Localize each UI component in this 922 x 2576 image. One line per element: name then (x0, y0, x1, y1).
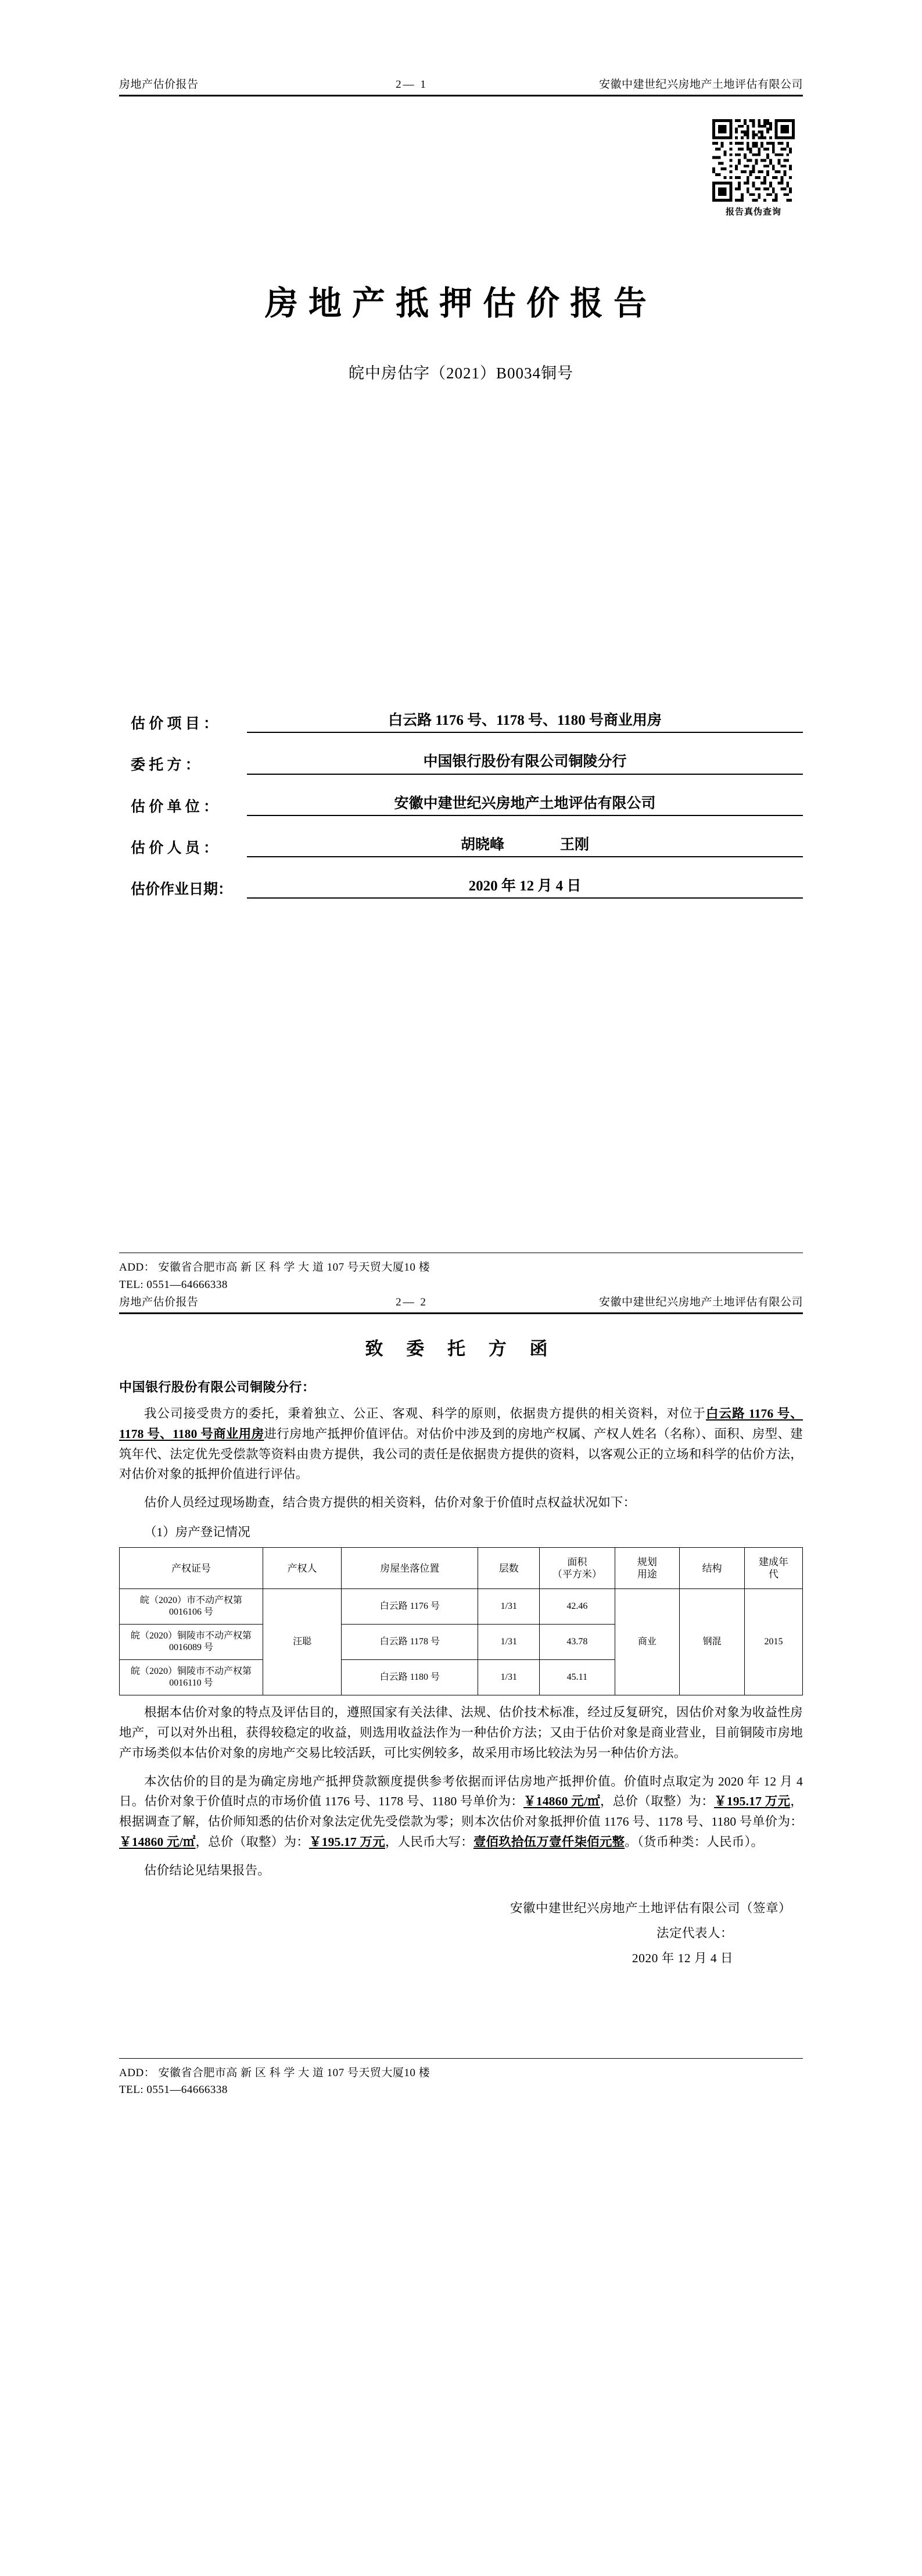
table-header-row (120, 1548, 803, 1589)
running-header-page1 (119, 76, 803, 95)
appraiser-name-1: 胡晓峰 (460, 836, 504, 853)
para4-lead: 本次估价的目的是为确定房地产抵押贷款额度提供参考依据而评估房地产抵押价值。价值时点取定为 2020 年 12 月 4 日。估价对象于价值时点的市场价值 1176 号、1178 号、1180 号单价为： (119, 1774, 803, 1809)
cell-cert-2-l2: 0016089 号 (168, 1643, 213, 1653)
col-header-year-l2: 代 (769, 1569, 779, 1580)
letter-paragraph-5: 估价结论见结果报告。 (144, 1863, 271, 1877)
footer-telephone-2: TEL: 0551—64666338 (119, 2084, 228, 2096)
col-header-structure: 结构 (680, 1548, 745, 1589)
cell-cert-2 (120, 1625, 263, 1660)
qr-code-icon (712, 119, 795, 202)
project-info-fields (119, 711, 803, 899)
signature-company: 安徽中建世纪兴房地产土地评估有限公司（签章） (510, 1901, 791, 1915)
header-rule-2 (119, 1312, 803, 1314)
para4-mid2: ，根据调查了解，估价师知悉的估价对象法定优先受偿款为零；则本次估价对象抵押价值 1176 号、1178 号、1180 号单价为： (119, 1794, 803, 1829)
field-row-valuation-date (131, 877, 803, 899)
para4-unit-price-mortgage: ￥14860 元/㎡ (119, 1835, 196, 1849)
para4-total-price-market: ￥195.17 万元 (713, 1794, 791, 1809)
para4-unit-price-market: ￥14860 元/㎡ (523, 1794, 600, 1809)
para4-mid1: ，总价（取整）为： (600, 1794, 714, 1809)
letter-sheet (0, 1293, 922, 2099)
para1-tail: 进行房地产抵押价值评估。对估价中涉及到的房地产权属、产权人姓名（名称）、面积、房型、建筑年代、法定优先受偿款等资料由贵方提供，我公司的责任是依据贵方提供的资料，以客观公正的立场和科学的估价方法，对估价对象的抵押价值进行评估。 (119, 1426, 803, 1482)
cell-address-1: 白云路 1176 号 (342, 1589, 478, 1625)
field-value-valuation-date: 2020 年 12 月 4 日 (247, 877, 803, 899)
cell-use-merged: 商业 (615, 1589, 680, 1695)
qr-verification-block (704, 119, 803, 217)
field-label-project: 估 价 项 目 ： (131, 716, 218, 732)
header-rule (119, 95, 803, 96)
footer-telephone: TEL: 0551—64666338 (119, 1278, 228, 1291)
cell-cert-3-l2: 0016110 号 (169, 1678, 213, 1688)
running-header-right-2: 安徽中建世纪兴房地产土地评估有限公司 (598, 1296, 803, 1308)
table-row (120, 1589, 803, 1625)
field-label-valuation-date: 估价作业日期： (131, 882, 233, 897)
field-value-appraiser-firm: 安徽中建世纪兴房地产土地评估有限公司 (247, 795, 803, 816)
page2-footer (119, 2058, 803, 2099)
letter-paragraph-2: 估价人员经过现场勘查，结合贵方提供的相关资料，估价对象于价值时点权益状况如下： (144, 1495, 636, 1510)
running-header-page-no-2: 2— 2 (396, 1296, 428, 1308)
cell-cert-2-l1: 皖（2020）铜陵市不动产权第 (130, 1631, 252, 1641)
footer-address-2: ADD： 安徽省合肥市高 新 区 科 学 大 道 107 号天贸大厦10 楼 (119, 2066, 430, 2079)
report-number: 皖中房估字（2021）B0034铜号 (348, 364, 573, 382)
para4-amount-in-words: 壹佰玖拾伍万壹仟柒佰元整 (473, 1835, 625, 1849)
col-header-area (540, 1548, 615, 1589)
col-header-year-l1: 建成年 (759, 1556, 788, 1568)
cell-area-3: 45.11 (540, 1660, 615, 1695)
running-header-page-no: 2— 1 (396, 78, 428, 91)
page-title: 房地产抵押估价报告 (265, 285, 657, 322)
section-label-registration: （1）房产登记情况 (144, 1525, 250, 1540)
field-value-project: 白云路 1176 号、1178 号、1180 号商业用房 (247, 711, 803, 733)
field-value-appraisers (247, 836, 803, 857)
cell-address-3: 白云路 1180 号 (342, 1660, 478, 1695)
letter-addressee: 中国银行股份有限公司铜陵分行： (119, 1380, 315, 1394)
cell-structure-merged: 钢混 (680, 1589, 745, 1695)
col-header-address: 房屋坐落位置 (342, 1548, 478, 1589)
col-header-use-l2: 用途 (637, 1569, 657, 1580)
field-row-appraisers (131, 836, 803, 857)
cell-floor-3: 1/31 (478, 1660, 540, 1695)
footer-address: ADD： 安徽省合肥市高 新 区 科 学 大 道 107 号天贸大厦10 楼 (119, 1261, 430, 1274)
para4-tail: 。（货币种类：人民币）。 (625, 1835, 764, 1849)
cell-address-2: 白云路 1178 号 (342, 1625, 478, 1660)
cell-year-merged: 2015 (745, 1589, 803, 1695)
field-row-client (131, 753, 803, 774)
signature-legal-rep: 法定代表人： (656, 1926, 733, 1940)
col-header-floor: 层数 (478, 1548, 540, 1589)
para4-mid4: ，人民币大写： (385, 1835, 473, 1849)
running-header-left: 房地产估价报告 (119, 78, 199, 91)
col-header-cert: 产权证号 (120, 1548, 263, 1589)
appraiser-name-2: 王刚 (560, 836, 590, 853)
para4-total-price-mortgage: ￥195.17 万元 (308, 1835, 385, 1849)
property-registration-table (119, 1547, 803, 1695)
running-header-right: 安徽中建世纪兴房地产土地评估有限公司 (598, 78, 803, 91)
col-header-year (745, 1548, 803, 1589)
col-header-use-l1: 规划 (637, 1556, 657, 1568)
field-row-appraiser-firm (131, 795, 803, 816)
page1-footer (119, 1253, 803, 1293)
cell-floor-1: 1/31 (478, 1589, 540, 1625)
cell-area-1: 42.46 (540, 1589, 615, 1625)
running-header-left-2: 房地产估价报告 (119, 1296, 199, 1308)
para4-mid3: ，总价（取整）为： (195, 1835, 309, 1849)
letter-paragraph-3: 根据本估价对象的特点及评估目的，遵照国家有关法律、法规、估价技术标准，经过反复研究，因估价对象为收益性房地产，可以对外出租，获得较稳定的收益，则选用收益法作为一种估价方法；又由于估价对象是商业营业，目前铜陵市房地产市场类似本估价对象的房地产交易比较活跃，可比实例较多，故采用市场比较法为另一种估价方法。 (119, 1705, 803, 1760)
field-label-appraisers: 估 价 人 员 ： (131, 840, 218, 856)
letter-paragraph-1 (119, 1404, 803, 1484)
field-label-appraiser-firm: 估 价 单 位 ： (131, 799, 218, 815)
signature-date: 2020 年 12 月 4 日 (632, 1951, 733, 1965)
cell-owner-merged: 汪聪 (263, 1589, 341, 1695)
cell-cert-1-l1: 皖（2020）市不动产权第 (139, 1595, 242, 1606)
running-header-page2 (119, 1293, 803, 1312)
signature-block (119, 1896, 803, 1971)
para1-subject-underlined: 白云路 1176 号、1178 号、1180 号商业用房 (119, 1407, 803, 1441)
bottom-spacer (119, 1971, 803, 2058)
col-header-area-l1: 面积 (567, 1556, 587, 1568)
col-header-use (615, 1548, 680, 1589)
qr-caption: 报告真伪查询 (725, 207, 781, 217)
cell-cert-3-l1: 皖（2020）铜陵市不动产权第 (130, 1666, 252, 1677)
col-header-owner: 产权人 (263, 1548, 341, 1589)
cell-area-2: 43.78 (540, 1625, 615, 1660)
footer-rule-2 (119, 2058, 803, 2059)
letter-paragraph-4 (119, 1772, 803, 1852)
cell-floor-2: 1/31 (478, 1625, 540, 1660)
field-label-client: 委 托 方 ： (131, 757, 200, 774)
letter-title: 致 委 托 方 函 (365, 1339, 557, 1359)
field-value-client: 中国银行股份有限公司铜陵分行 (247, 753, 803, 774)
field-row-project (131, 711, 803, 733)
cell-cert-1-l2: 0016106 号 (168, 1607, 213, 1618)
col-header-area-l2: （平方米） (552, 1569, 602, 1580)
cell-cert-1 (120, 1589, 263, 1625)
cell-cert-3 (120, 1660, 263, 1695)
para1-lead: 我公司接受贵方的委托，秉着独立、公正、客观、科学的原则，依据贵方提供的相关资料，对位于 (144, 1407, 706, 1421)
